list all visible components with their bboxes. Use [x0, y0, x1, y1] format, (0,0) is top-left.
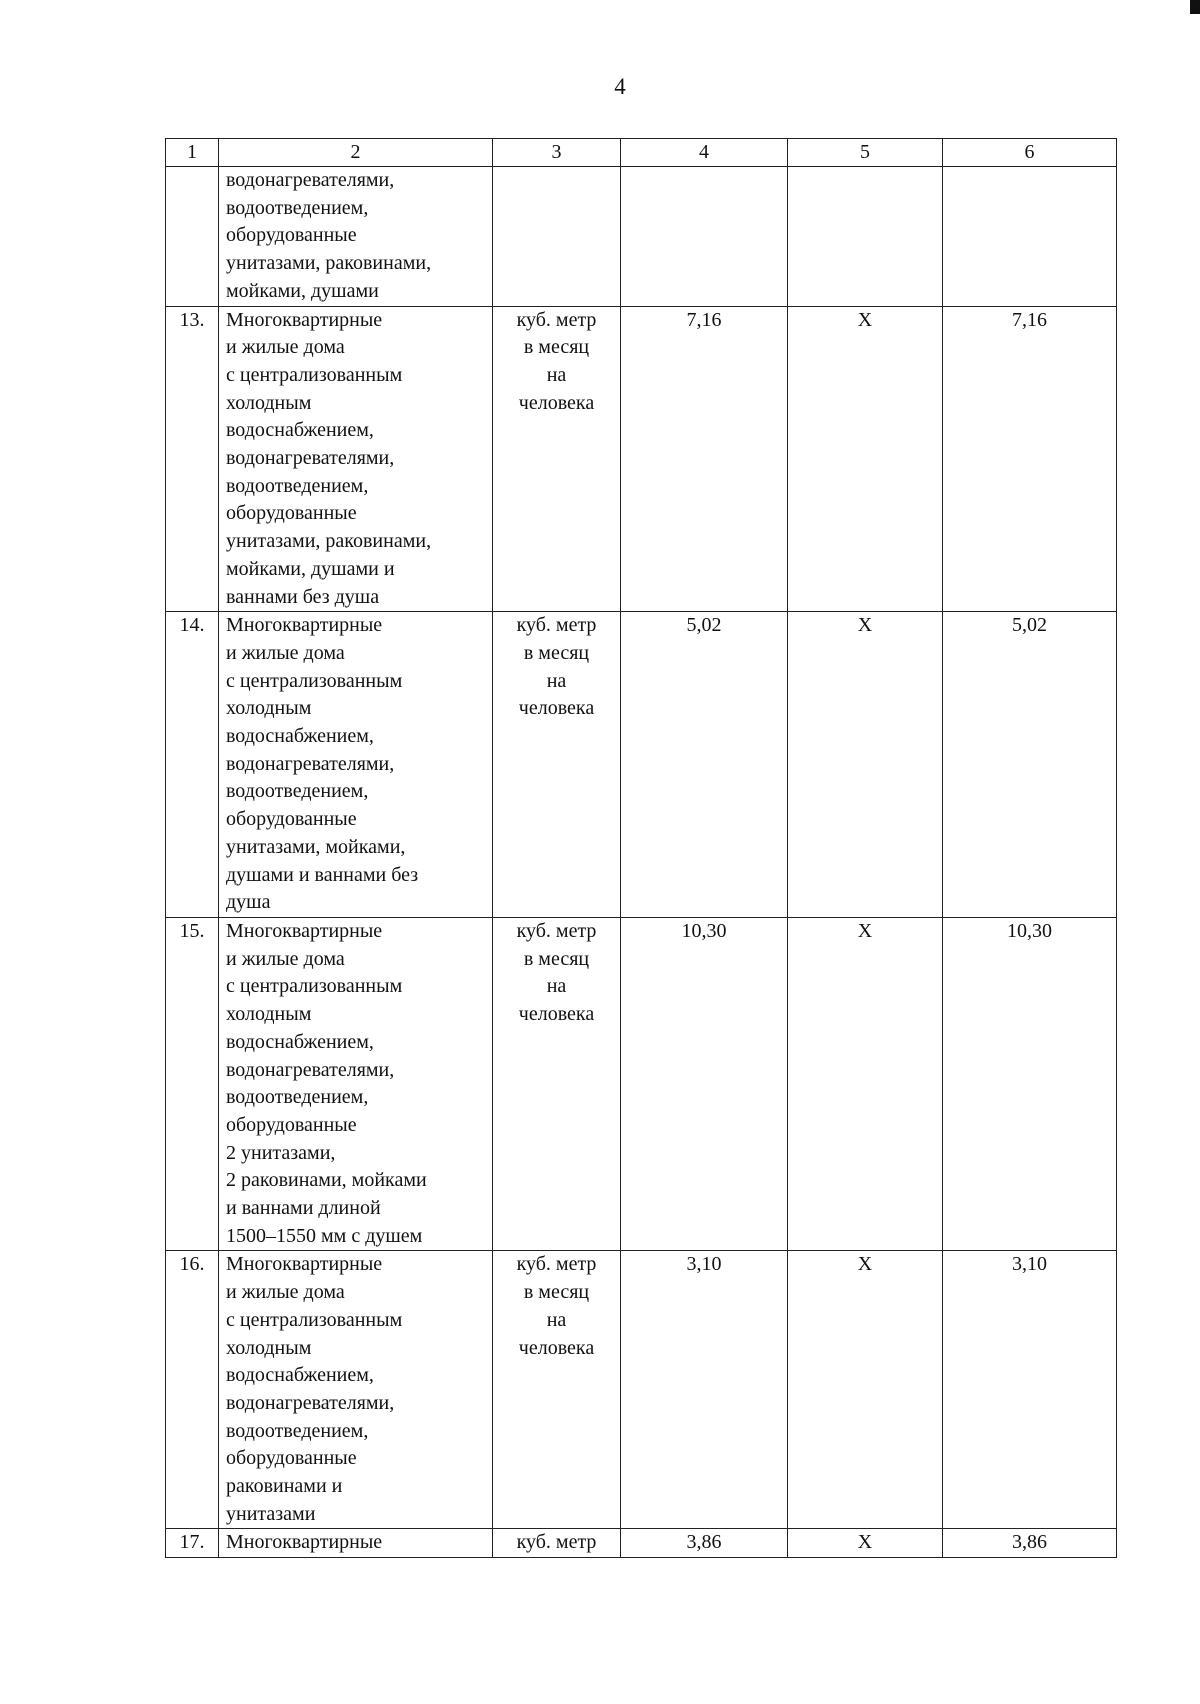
row-value-6: 5,02 [943, 612, 1117, 918]
row-description: Многоквартирные и жилые дома с централизованным холодным водоснабжением, водонагревателями, водоотведением, оборудованные унитазами, мойками, душами и ваннами без душа [219, 612, 493, 918]
page-number: 4 [614, 74, 626, 99]
row-description: Многоквартирные и жилые дома с централизованным холодным водоснабжением, водонагревателями, водоотведением, оборудованные 2 унитазами, 2 раковинами, мойками и ваннами длиной 1500–1550 мм с душем [219, 917, 493, 1250]
norms-table [165, 138, 1117, 1558]
row-value-4: 3,86 [621, 1529, 788, 1558]
table-row [166, 306, 1117, 612]
row-number: 16. [166, 1251, 219, 1529]
header-cell-6: 6 [943, 139, 1117, 167]
row-value-5: Х [788, 306, 943, 612]
row-unit: куб. метр в месяц на человека [493, 306, 621, 612]
row-description: водонагревателями, водоотведением, оборудованные унитазами, раковинами, мойками, душами [219, 167, 493, 307]
row-value-5: Х [788, 1529, 943, 1558]
row-unit: куб. метр [493, 1529, 621, 1558]
row-value-4: 10,30 [621, 917, 788, 1250]
row-unit: куб. метр в месяц на человека [493, 917, 621, 1250]
row-value-6 [943, 167, 1117, 307]
row-value-4: 3,10 [621, 1251, 788, 1529]
header-cell-2: 2 [219, 139, 493, 167]
header-cell-4: 4 [621, 139, 788, 167]
row-value-4: 5,02 [621, 612, 788, 918]
row-value-5: Х [788, 1251, 943, 1529]
header-row [166, 139, 1117, 167]
row-value-5: Х [788, 612, 943, 918]
table-row [166, 167, 1117, 307]
header-cell-3: 3 [493, 139, 621, 167]
row-description: Многоквартирные и жилые дома с централизованным холодным водоснабжением, водонагревателями, водоотведением, оборудованные унитазами, раковинами, мойками, душами и ваннами без душа [219, 306, 493, 612]
row-number: 15. [166, 917, 219, 1250]
row-number: 13. [166, 306, 219, 612]
row-value-6: 7,16 [943, 306, 1117, 612]
row-value-6: 3,86 [943, 1529, 1117, 1558]
table-row [166, 612, 1117, 918]
table-body [166, 167, 1117, 1558]
row-unit: куб. метр в месяц на человека [493, 1251, 621, 1529]
row-value-4 [621, 167, 788, 307]
row-value-5: Х [788, 917, 943, 1250]
row-number: 14. [166, 612, 219, 918]
scan-corner-mark [1190, 0, 1200, 14]
row-number: 17. [166, 1529, 219, 1558]
header-cell-5: 5 [788, 139, 943, 167]
row-unit: куб. метр в месяц на человека [493, 612, 621, 918]
table-row [166, 1529, 1117, 1558]
row-description: Многоквартирные и жилые дома с централизованным холодным водоснабжением, водонагревателями, водоотведением, оборудованные раковинами и унитазами [219, 1251, 493, 1529]
row-number [166, 167, 219, 307]
row-unit [493, 167, 621, 307]
row-value-5 [788, 167, 943, 307]
table-row [166, 917, 1117, 1250]
row-value-6: 3,10 [943, 1251, 1117, 1529]
table-row [166, 1251, 1117, 1529]
row-value-4: 7,16 [621, 306, 788, 612]
row-value-6: 10,30 [943, 917, 1117, 1250]
row-description: Многоквартирные [219, 1529, 493, 1558]
header-cell-1: 1 [166, 139, 219, 167]
table-header [166, 139, 1117, 167]
